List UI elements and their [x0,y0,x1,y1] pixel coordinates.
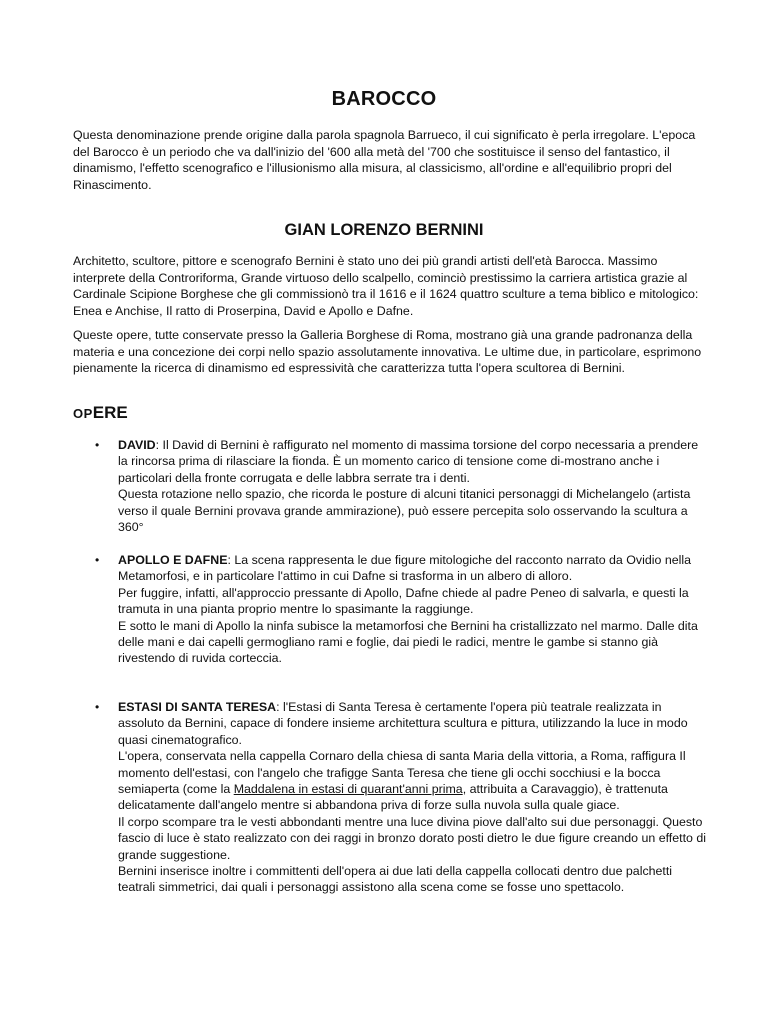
intro-paragraph: Questa denominazione prende origine dalla parola spagnola Barrueco, il cui significato è perla irregolare. L'epoca del Barocco è un periodo che va dall'inizio del '600 alla metà del '700 che sostituisce il senso del fantastico, il dinamismo, l'effetto scenografico e l'illusionismo alla misura, al classicismo, all'ordine e all'equilibrio propri del Rinascimento. [73,128,696,192]
bernini-paragraph-2: Queste opere, tutte conservate presso la Galleria Borghese di Roma, mostrano già una grande padronanza della materia e una concezione dei corpi nello spazio assolutamente innovativa. Le ultime due, in particolare, esprimono pienamente la ricerca di dinamismo ed espressività che caratterizza tutta l'opera scultorea di Bernini. [73,328,702,376]
opere-heading-small: OP [73,406,93,421]
item-text: Questa rotazione nello spazio, che ricorda le posture di alcuni titanici personaggi di Michelangelo (artista verso il quale Bernini provava grande ammirazione), può essere percepita solo osservando la scultura a 360° [118,487,691,535]
bernini-paragraph-1: Architetto, scultore, pittore e scenografo Bernini è stato uno dei più grandi artisti dell'età Barocca. Massimo interprete della Controriforma, Grande virtuoso dello scalpello, cominciò prestissimo la carriera artistica grazie al Cardinale Scipione Borghese che gli commissionò tra il 1616 e il 1624 quattro sculture a tema biblico e mitologico: Enea e Anchise, Il ratto di Proserpina, David e Apollo e Dafne. [73,254,699,318]
maddalena-link[interactable]: Maddalena in estasi di quarant'anni prima [233,782,463,797]
list-item-apollo-e-dafne: • APOLLO E DAFNE: La scena rappresenta le due figure mitologiche del racconto narrato da Ovidio nella Metamorfosi, e in particolare l'attimo in cui Dafne si trasforma in un albero di alloro. Per fuggire, infatti, all'approccio pressante di Apollo, Dafne chiede al padre Peneo di salvarla, e questi la tramuta in una pianta proprio mentre lo spasimante la raggiunge. E sotto le mani di Apollo la ninfa subisce la metamorfosi che Bernini ha cristallizzato nel marmo. Dalle dita delle mani e dai capelli germogliano rami e foglie, dai piedi le radici, mentre le gambe si stanno già rivestendo di ruvida corteccia. [95,553,698,666]
opere-heading-large: ERE [92,403,128,422]
section-title: GIAN LORENZO BERNINI [284,221,484,239]
item-label: ESTASI DI SANTA TERESA [118,700,277,714]
item-label: DAVID [118,438,156,452]
page-title: BAROCCO [331,88,437,110]
item-text: L'opera, conservata nella cappella Cornaro della chiesa di santa Maria della vittoria, a Roma, raffigura Il momento dell'estasi, con l'angelo che trafigge Santa Teresa che tiene gli occhi socchiusi e la bocca semiaperta (come la [118,749,686,797]
item-text: La scena rappresenta le due figure mitologiche del racconto narrato da Ovidio nella Metamorfosi, e in particolare l'attimo in cui Dafne si trasforma in un albero di alloro. [118,553,692,584]
list-item-estasi-di-santa-teresa: • ESTASI DI SANTA TERESA: l'Estasi di Santa Teresa è certamente l'opera più teatrale realizzata in assoluto da Bernini, capace di fondere insieme architettura scultura e pittura, utilizzando la luce in modo quasi cinematografico. L'opera, conservata nella cappella Cornaro della chiesa di santa Maria della vittoria, a Roma, raffigura Il momento dell'estasi, con l'angelo che trafigge Santa Teresa che tiene gli occhi socchiusi e la bocca semiaperta (come la Maddalena in estasi di quarant'anni prima, attribuita a Caravaggio), è trattenuta delicatamente dall'angelo mentre si abbandona priva di forze sulla nuvola sulla quale giace. Il corpo scompare tra le vesti abbondanti mentre una luce divina piove dall'alto sui due personaggi. Questo fascio di luce è stato realizzato con dei raggi in bronzo dorato posti dietro le due figure creando un effetto di grande suggestione. Bernini inserisce inoltre i committenti dell'opera ai due lati della cappella collocati dentro due palchetti teatrali simmetrici, dai quali i personaggi assistono alla scena come se fosse uno spettacolo. [95,700,707,895]
bullet-icon: • [95,700,100,714]
item-text: Il David di Bernini è raffigurato nel momento di massima torsione del corpo necessaria a prendere la rincorsa prima di rilasciare la fionda. È un momento carico di tensione come di-mostrano anche i particolari della fronte corrugata e delle labbra serrate tra i denti. [118,438,699,485]
item-label: APOLLO E DAFNE [118,553,228,567]
item-text: , attribuita a Caravaggio), è trattenuta delicatamente dall'angelo mentre si abbandona priva di forze sulla nuvola sulla quale giace. [118,782,668,813]
item-text: E sotto le mani di Apollo la ninfa subisce la metamorfosi che Bernini ha cristallizzato nel marmo. Dalle dita delle mani e dai capelli germogliano rami e foglie, dai piedi le radici, mentre le gambe si stanno già rivestendo di ruvida corteccia. [118,618,698,666]
bullet-icon: • [95,553,100,567]
opere-heading [73,403,128,423]
list-item-david: • DAVID: Il David di Bernini è raffigurato nel momento di massima torsione del corpo necessaria a prendere la rincorsa prima di rilasciare la fionda. È un momento carico di tensione come di-mostrano anche i particolari della fronte corrugata e delle labbra serrate tra i denti. Questa rotazione nello spazio, che ricorda le posture di alcuni titanici personaggi di Michelangelo (artista verso il quale Bernini provava grande ammirazione), può essere percepita solo osservando la scultura a 360° [95,438,699,535]
item-text: Bernini inserisce inoltre i committenti dell'opera ai due lati della cappella collocati dentro due palchetti teatrali simmetrici, dai quali i personaggi assistono alla scena come se fosse uno spettacolo. [118,864,673,895]
item-text: Il corpo scompare tra le vesti abbondanti mentre una luce divina piove dall'alto sui due personaggi. Questo fascio di luce è stato realizzato con dei raggi in bronzo dorato posti dietro le due figure creando un effetto di grande suggestione. [118,814,707,862]
item-text: l'Estasi di Santa Teresa è certamente l'opera più teatrale realizzata in assoluto da Bernini, capace di fondere insieme architettura scultura e pittura, utilizzando la luce in modo quasi cinematografico. [118,700,688,747]
item-text: Per fuggire, infatti, all'approccio pressante di Apollo, Dafne chiede al padre Peneo di salvarla, e questi la tramuta in una pianta proprio mentre lo spasimante la raggiunge. [118,585,689,617]
bullet-icon: • [95,438,100,452]
